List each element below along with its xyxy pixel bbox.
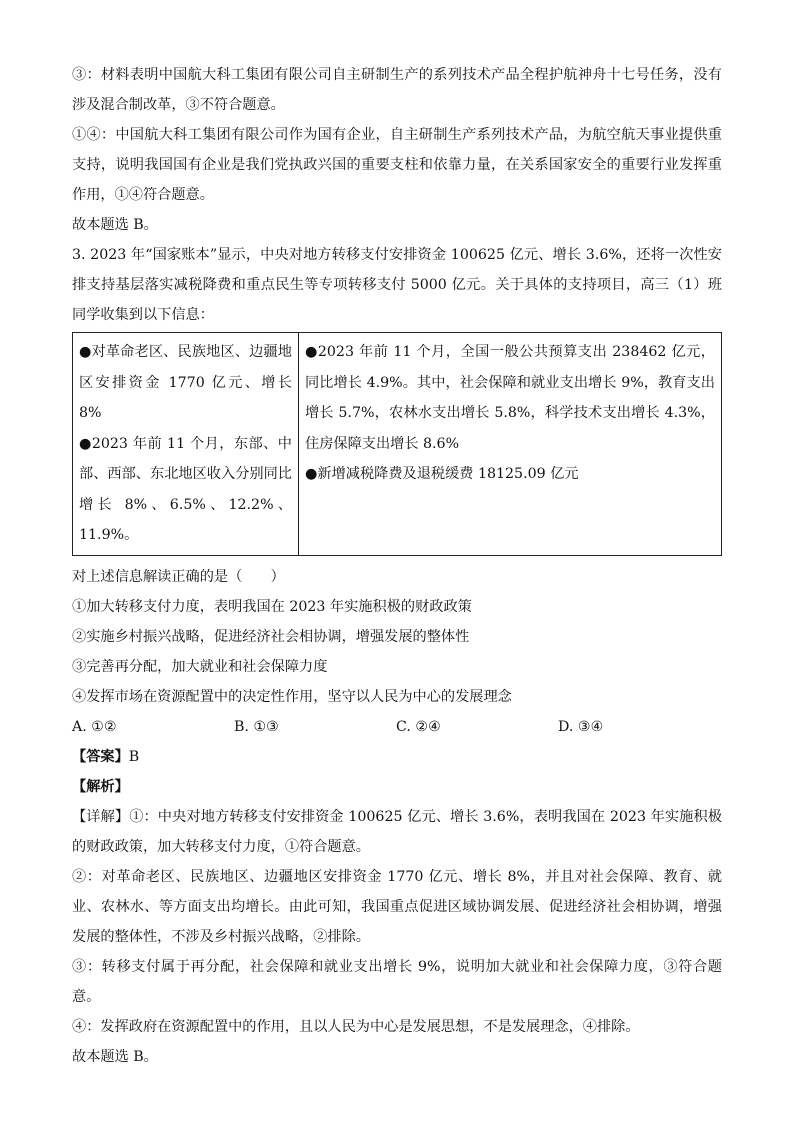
info-table-right-cell bbox=[299, 333, 721, 555]
analysis-item-3: ③：转移支付属于再分配，社会保障和就业支出增长 9%，说明加大就业和社会保障力度，③符合题意。 bbox=[72, 958, 722, 1005]
info-item: ●对革命老区、民族地区、边疆地区安排资金 1770 亿元、增长 8% bbox=[79, 344, 292, 421]
prev-conclusion: 故本题选 B。 bbox=[72, 217, 158, 233]
analysis-item-2: ②：对革命老区、民族地区、边疆地区安排资金 1770 亿元、增长 8%，并且对社会保障、教育、就业、农林水、等方面支出均增长。由此可知，我国重点促进区域协调发展、促进经济社会相协调，增强发展的整体性，不涉及乡村振兴战略，②排除。 bbox=[72, 868, 722, 945]
statement-4: ④发挥市场在资源配置中的决定性作用，坚守以人民为中心的发展理念 bbox=[72, 688, 512, 705]
prev-analysis-3: ③：材料表明中国航大科工集团有限公司自主研制生产的系列技术产品全程护航神舟十七号任务，没有涉及混合制改革，③不符合题意。 bbox=[72, 67, 722, 113]
info-table-left-cell bbox=[73, 333, 299, 555]
analysis-item-4: ④：发挥政府在资源配置中的作用，且以人民为中心是发展思想，不是发展理念，④排除。 bbox=[72, 1018, 640, 1035]
info-item: ●2023 年前 11 个月，东部、中部、西部、东北地区收入分别同比增长 8%、6.5%、12.2%、11.9%。 bbox=[79, 435, 292, 543]
analysis-label: 【解析】 bbox=[72, 778, 129, 795]
question-stem: 3. 2023 年“国家账本”显示，中央对地方转移支付安排资金 100625 亿元、增长 3.6%，还将一次性安排支持基层落实减税降费和重点民生等专项转移支付 5000 亿元。关于具体的支持项目，高三（1）班同学收集到以下信息： bbox=[72, 247, 722, 323]
analysis-conclusion: 故本题选 B。 bbox=[72, 1048, 158, 1065]
option-a: A. ①② bbox=[72, 718, 117, 735]
answer-value: B bbox=[128, 748, 140, 765]
option-d: D. ③④ bbox=[558, 718, 604, 735]
statement-1: ①加大转移支付力度，表明我国在 2023 年实施积极的财政政策 bbox=[72, 598, 472, 615]
answer-label: 【答案】 bbox=[72, 748, 129, 765]
info-table bbox=[72, 332, 722, 556]
statement-2: ②实施乡村振兴战略，促进经济社会相协调，增强发展的整体性 bbox=[72, 628, 470, 645]
option-c: C. ②④ bbox=[396, 718, 441, 735]
analysis-item-1: 【详解】①：中央对地方转移支付安排资金 100625 亿元、增长 3.6%，表明我国在 2023 年实施积极的财政政策，加大转移支付力度，①符合题意。 bbox=[72, 808, 722, 855]
question-prompt: 对上述信息解读正确的是（ ） bbox=[72, 568, 285, 585]
statement-3: ③完善再分配，加大就业和社会保障力度 bbox=[72, 658, 328, 675]
answer-line bbox=[72, 742, 722, 772]
analysis-heading bbox=[72, 772, 722, 802]
option-b: B. ①③ bbox=[234, 718, 279, 735]
document-page bbox=[72, 60, 722, 1072]
prev-analysis-14: ①④：中国航大科工集团有限公司作为国有企业，自主研制生产系列技术产品，为航空航天事业提供重支持，说明我国国有企业是我们党执政兴国的重要支柱和依靠力量，在关系国家安全的重要行业发挥重作用，①④符合题意。 bbox=[72, 127, 722, 203]
info-item: ●新增减税降费及退税缓费 18125.09 亿元 bbox=[305, 466, 579, 482]
info-item: ●2023 年前 11 个月，全国一般公共预算支出 238462 亿元，同比增长 4.9%。其中，社会保障和就业支出增长 9%，教育支出增长 5.7%，农林水支出增长 5.8%，科学技术支出增长 4.3%，住房保障支出增长 8.6% bbox=[305, 344, 715, 452]
answer-options bbox=[72, 712, 722, 742]
